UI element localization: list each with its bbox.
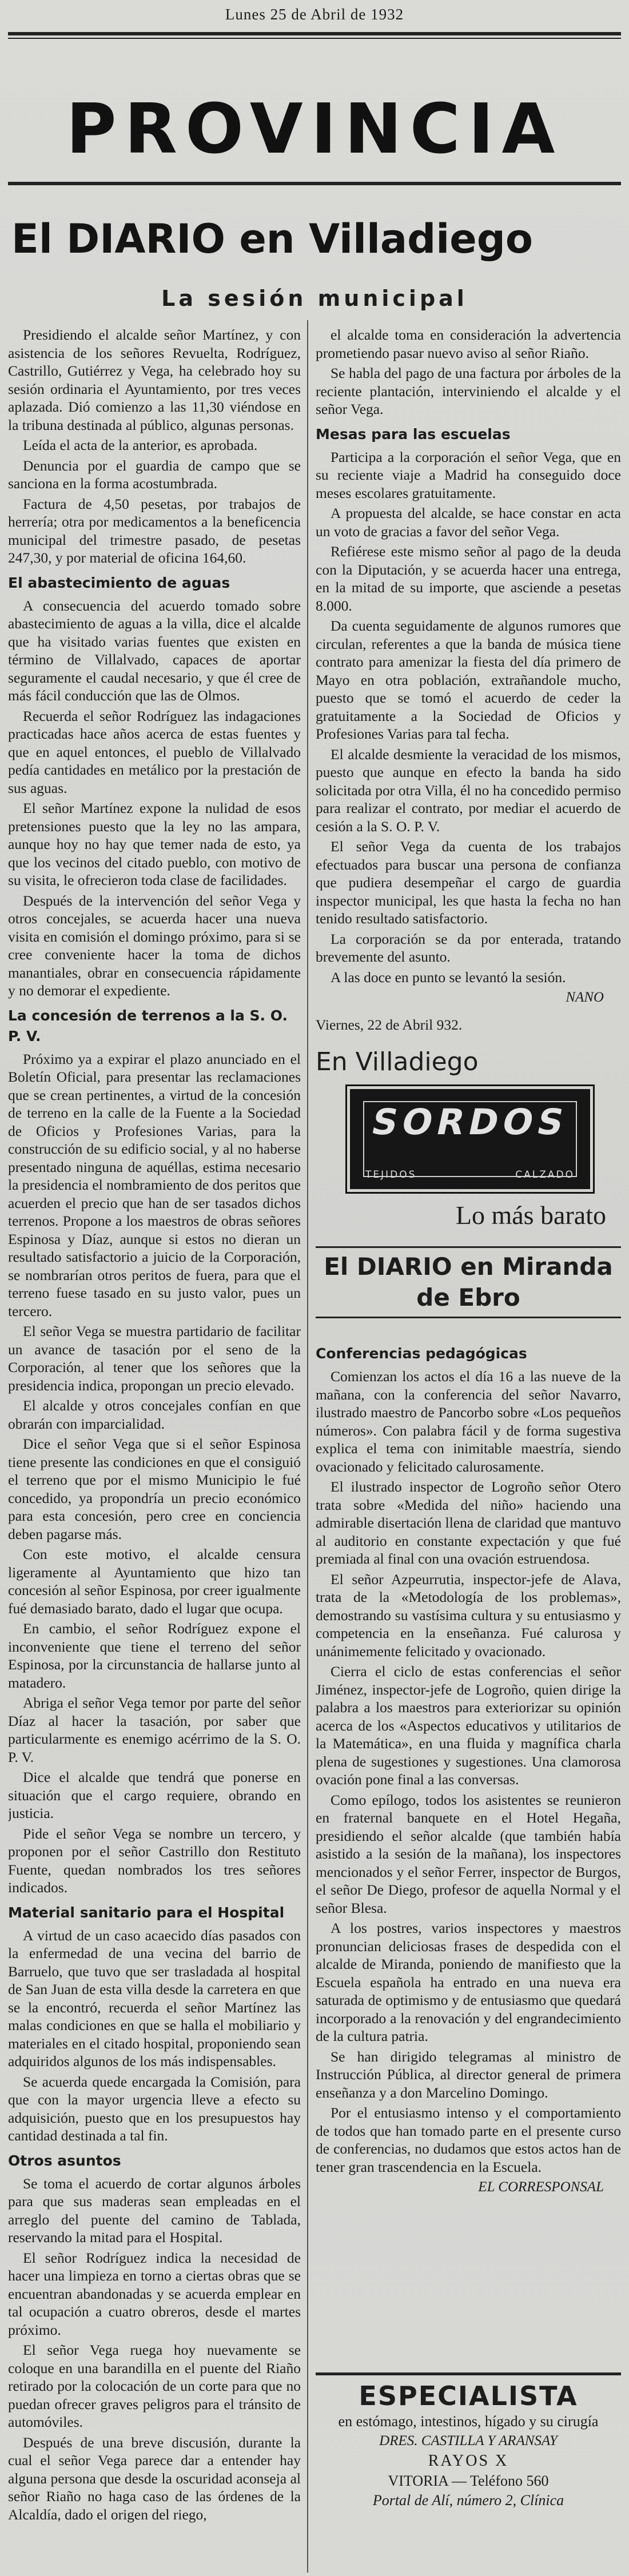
article-title: El DIARIO en Villadiego (11, 216, 533, 262)
ad-especialista-title: ESPECIALISTA (359, 2380, 578, 2411)
paragraph: Dice el alcalde que tendrá que ponerse en situación que el cargo requiere, obrando en justicia. (8, 1769, 301, 1821)
paragraph: Denuncia por el guardia de campo que se sanciona en la forma acostumbrada. (8, 457, 301, 492)
paragraph: Pide el señor Vega se nombre un tercero, y proponen por el señor Castrillo don Restituto Fuente, quedan nombrados los tres señores indicados. (8, 1825, 301, 1896)
section-heading: Mesas para las escuelas (316, 425, 511, 442)
column-separator (307, 320, 308, 2573)
paragraph: Se acuerda quede encargada la Comisión, para que con la mayor urgencia lleve a efecto su adquisición, puesto que en los presupuestos hay cantidad destinada a tal fin. (8, 2073, 301, 2144)
ad-right-label: CALZADO (515, 1169, 575, 1181)
paragraph: El señor Vega ruega hoy nuevamente se coloque en una barandilla en el puente del Riaño retirado por la colocación de un corte para que no puedan ofrecer graves peligros para el tránsito de automóviles. (8, 2342, 301, 2430)
paragraph: Como epílogo, todos los asistentes se reunieron en fraternal banquete en el Hotel Hegaña, presidiendo el señor alcalde (que también había asistido a la sesión de la mañana), los inspectores mencionados y el señor Ferrer, inspector de Burgos, el señor De Diego, profesor de aquella Normal y el señor Blesa. (316, 1791, 621, 1916)
paragraph: El alcalde desmiente la veracidad de los mismos, puesto que aunque en efecto la banda ha sido solicitada por otra Villa, él no ha concedido permiso para realizar el contrato, por mediar el acuerdo de cesión a la S. O. P. V. (316, 745, 621, 835)
ad-especialista (316, 2372, 621, 2510)
paragraph: Factura de 4,50 pesetas, por trabajos de herrería; otra por medicamentos a la beneficencia municipal del trimestre pasado, de pesetas 247,30, y por material de oficina 164,60. (8, 495, 301, 566)
paragraph: A virtud de un caso acaecido días pasados con la enfermedad de una vecina del barrio de Barruelo, que tuvo que ser trasladada al hospital de San Juan de esta villa desde la carretera en que se la encontró, recuerda el señor Martínez las malas condiciones en que se halla el mobiliario y materiales en el citado hospital, proponiendo sean adquiridos algunos de los más indispensables. (8, 1927, 301, 2069)
miranda-section: Conferencias pedagógicas (316, 1345, 527, 1362)
paragraph: Con este motivo, el alcalde censura ligeramente al Ayuntamiento que hizo tan concesión al señor Espinosa, por creer igualmente fué demasiado barato, dado el lugar que ocupa. (8, 1546, 301, 1617)
section-heading: La concesión de terrenos a la S. O. P. V. (8, 1007, 288, 1044)
article-signature: NANO (566, 990, 604, 1005)
paragraph: El señor Rodríguez indica la necesidad de hacer una limpieza en torno a ciertas obras que se encuentran abandonadas y se acuerda emplear en tal ocupación a cuatro obreros, desde el martes próximo. (8, 2249, 301, 2338)
section-rule (8, 182, 621, 185)
paragraph: Abriga el señor Vega temor por parte del señor Díaz al hacer la tasación, por saber que particularmente es enemigo acérrimo de la S. O. P. V. (8, 1694, 301, 1765)
paragraph: Comienzan los actos el día 16 a las nueve de la mañana, con la conferencia del señor Navarro, ilustrado maestro de Pancorbo sobre «Los pequeños números». Con palabra fácil y de forma sugestiva explica el tema con inimitable maestría, siendo ovacionado y felicitado calurosamente. (316, 1368, 621, 1475)
ad-left-label: TEJIDOS (365, 1169, 417, 1181)
paragraph: Se habla del pago de una factura por árboles de la reciente plantación, interviniendo el alcalde y el señor Vega. (316, 365, 621, 417)
article-column-left (8, 326, 301, 2573)
paragraph: Cierra el ciclo de estas conferencias el señor Jiménez, inspector-jefe de Logroño, quien dirige la palabra a los maestros para exteriorizar su opinión acerca de los «Aspectos educativos y utilitarios de la Matemática», en una fluida y magnífica charla plena de sugestiones y sugestiones. Una clamorosa ovación pone final a las conversas. (316, 1663, 621, 1788)
paragraph: El señor Martínez expone la nulidad de esos pretensiones puesto que la ley no las ampara, aunque hoy no hay que temer nada de esto, ya que los vecinos del citado pueblo, con motivo de su visita, le ofrecieron toda clase de facilidades. (8, 800, 301, 888)
paragraph: El señor Vega se muestra partidario de facilitar un avance de tasación por el seno de la Corporación, al tener que los señores que la presidencia indica, propongan un precio elevado. (8, 1323, 301, 1394)
article-dateline: Viernes, 22 de Abril 932. (316, 1016, 463, 1033)
paragraph: A los postres, varios inspectores y maestros pronuncian deliciosas frases de despedida con el alcalde de Miranda, poniendo de manifiesto que la Escuela española ha entrado en una nueva era saturada de optimismo y de entusiasmo que quedará incorporado a la renovación y del engrandecimiento de la cultura patria. (316, 1920, 621, 2044)
ad-slogan: Lo más barato (455, 1201, 606, 1230)
paragraph: Refiérese este mismo señor al pago de la deuda con la Diputación, y se acuerda hacer una entrega, en la mitad de su importe, que asciende a pesetas 8.000. (316, 543, 621, 614)
ad-especialista-xray: RAYOS X (428, 2452, 509, 2470)
paragraph: Presidiendo el alcalde señor Martínez, y con asistencia de los señores Revuelta, Rodríguez, Castrillo, Gutiérrez y Vega, ha celebrado hoy su sesión ordinaria el Ayuntamiento, por tres veces aplazada. Dió comienzo a las 11,30 viéndose en la tribuna destinada al público, algunas personas. (8, 326, 301, 433)
ad-brand: SORDOS (368, 1101, 572, 1143)
header-rule (8, 32, 621, 35)
paragraph: A las doce en punto se levantó la sesión. (331, 968, 566, 986)
paragraph: Por el entusiasmo intenso y el comportamiento de todos que han tomado parte en el presente curso de conferencias, no dudamos que estos actos han de tener gran trascendencia en la Escuela. (316, 2104, 621, 2175)
paragraph: Participa a la corporación el señor Vega, que en su reciente viaje a Madrid ha conseguido doce meses escolares gratuitamente. (316, 448, 621, 501)
paragraph: Se toma el acuerdo de cortar algunos árboles para que sus maderas sean empleadas en el arreglo del puente del camino de Tablada, reservando la mitad para el Hospital. (8, 2175, 301, 2246)
paragraph: Recuerda el señor Rodríguez las indagaciones practicadas hace años acerca de estas fuentes y que en aquel entonces, el pueblo de Villalvado pedía cantidades en metálico por la prestación de sus aguas. (8, 707, 301, 796)
section-heading: El abastecimiento de aguas (8, 574, 230, 591)
paragraph: El alcalde y otros concejales confían en que obrarán con imparcialidad. (8, 1397, 301, 1432)
paragraph: A propuesta del alcalde, se hace constar en acta un voto de gracias a favor del señor Vega. (316, 505, 621, 540)
paragraph: Próximo ya a expirar el plazo anunciado en el Boletín Oficial, para presentar las reclamaciones que se crean pertinentes, a virtud de la concesión de terreno en la calle de la Fuente a la Sociedad de Oficios y Profesiones Varias, para la construcción de su edificio social, y al no haberse presentado ninguna de aquéllas, estima necesario la presidencia el nombramiento de dos peritos que acuerden el precio que han de ser tasados dichos terrenos. Propone a los maestros de obras señores Espinosa y Díaz, aunque si estos no dieran un resultado satisfactorio a juicio de la Corporación, se nombrarían otros peritos de fuera, para que el terreno fuese tasado en su justo valor, pues un tercero. (8, 1050, 301, 1319)
ad-especialista-address: Portal de Alí, número 2, Clínica (372, 2492, 564, 2509)
paragraph: El ilustrado inspector de Logroño señor Otero trata sobre «Medida del niño» haciendo una admirable disertación llena de claridad que mantuvo al auditorio en constante expectación y que fué premiada al final con una ovación estruendosa. (316, 1478, 621, 1567)
paragraph: Se han dirigido telegramas al ministro de Instrucción Pública, al director general de primera enseñanza y a don Marcelino Domingo. (316, 2048, 621, 2101)
article-subtitle: La sesión municipal (161, 286, 468, 311)
paragraph: Después de una breve discusión, durante la cual el señor Vega parece dar a entender hay alguna persona que desde la oscuridad aconseja al señor Riaño no haga caso de las órdenes de la Alcaldía, dado el origen del riego, (8, 2434, 301, 2523)
paragraph: La corporación se da por enterada, tratando brevemente del asunto. (316, 930, 621, 965)
paragraph: El señor Azpeurrutia, inspector-jefe de Alava, trata de la «Metodología de los problemas», demostrando su vastísima cultura y su entusiasmo y competencia en la enseñanza. Fué calurosa y unánimemente felicitado y ovacionado. (316, 1570, 621, 1660)
paragraph: En cambio, el señor Rodríguez expone el inconveniente que tiene el terreno del señor Espinosa, por la circunstancia de hallarse junto al matadero. (8, 1620, 301, 1691)
section-title: PROVINCIA (66, 90, 563, 169)
section-heading: Otros asuntos (8, 2152, 121, 2169)
section-heading: Material sanitario para el Hospital (8, 1904, 285, 1921)
paragraph: Leída el acta de la anterior, es aprobada. (23, 437, 258, 453)
paragraph: El señor Vega da cuenta de los trabajos efectuados para buscar una persona de confianza que pudiera desempeñar el cargo de guardia inspector municipal, les que hasta la fecha no han tenido resultado satisfactorio. (316, 838, 621, 927)
paragraph: Dice el señor Vega que si el señor Espinosa tiene presente las condiciones en que el consiguió el terreno que por el mismo Municipio le fué concedido, ya propondría un precio económico para esta concesión, pero cree en conciencia deben pagarse más. (8, 1435, 301, 1542)
header-rule-thin (8, 38, 621, 39)
miranda-title: El DIARIO en Miranda de Ebro (316, 1246, 621, 1318)
ad-heading: En Villadiego (316, 1047, 479, 1076)
ad-especialista-specialties: en estómago, intestinos, hígado y su cirugía (338, 2413, 599, 2430)
miranda-signature: EL CORRESPONSAL (478, 2179, 604, 2195)
ad-especialista-doctors: DRES. CASTILLA Y ARANSAY (379, 2433, 558, 2449)
ad-sorbo-logo (350, 1089, 590, 1189)
miranda-column (316, 1338, 621, 2372)
paragraph: Da cuenta seguidamente de algunos rumores que circulan, referentes a que la banda de música tiene contrato para amenizar la fiesta del día primero de Mayo en otra población, extrañandole mucho, puesto que se tomó el acuerdo de ceder la gratuitamente a la Sociedad de Oficios y Profesiones Varias para tal fecha. (316, 617, 621, 742)
paragraph: el alcalde toma en consideración la advertencia prometiendo pasar nuevo aviso al señor Riaño. (316, 326, 621, 361)
header-date: Lunes 25 de Abril de 1932 (225, 6, 404, 23)
paragraph: A consecuencia del acuerdo tomado sobre abastecimiento de aguas a la villa, dice el alcalde que ha visitado varias fuentes que existen en término de Villalvado, capaces de aportar seguramente el caudal necesario, y que él cree de más fácil conducción que las de Olmos. (8, 597, 301, 704)
paragraph: Después de la intervención del señor Vega y otros concejales, se acuerda hacer una nueva visita en comisión el domingo próximo, para si se cree conveniente hacer la toma de dichos manantiales, obrar en consecuencia rápidamente y no demorar el expediente. (8, 892, 301, 999)
article-column-right (316, 326, 621, 1038)
ad-especialista-city-phone: VITORIA — Teléfono 560 (388, 2473, 549, 2489)
